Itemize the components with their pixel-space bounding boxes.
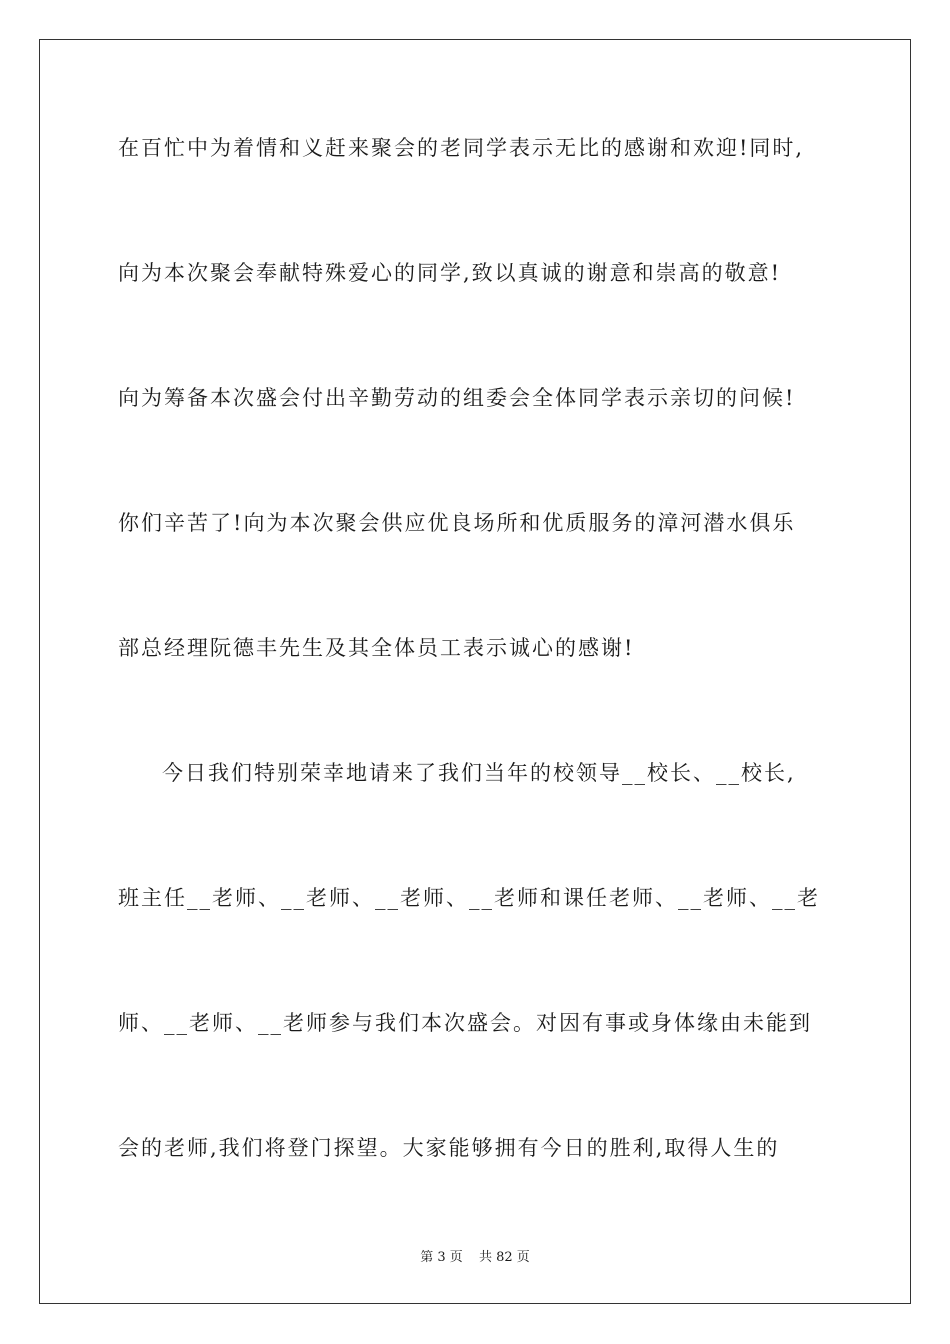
paragraph-line-8: 师、__老师、__老师参与我们本次盛会。对因有事或身体缘由未能到 bbox=[118, 1011, 812, 1035]
page-border bbox=[39, 39, 911, 1304]
paragraph-line-2: 向为本次聚会奉献特殊爱心的同学,致以真诚的谢意和崇高的敬意! bbox=[118, 261, 782, 285]
paragraph-line-3: 向为筹备本次盛会付出辛勤劳动的组委会全体同学表示亲切的问候! bbox=[118, 386, 796, 410]
paragraph-line-4: 你们辛苦了!向为本次聚会供应优良场所和优质服务的漳河潜水俱乐 bbox=[118, 511, 796, 535]
paragraph-line-1: 在百忙中为着情和义赶来聚会的老同学表示无比的感谢和欢迎!同时, bbox=[118, 136, 805, 160]
paragraph-line-5: 部总经理阮德丰先生及其全体员工表示诚心的感谢! bbox=[118, 636, 635, 660]
page-number: 第 3 页 bbox=[420, 1250, 463, 1265]
page-footer bbox=[0, 1246, 950, 1265]
page-total: 共 82 页 bbox=[478, 1250, 530, 1265]
paragraph-line-7: 班主任__老师、__老师、__老师、__老师和课任老师、__老师、__老 bbox=[118, 886, 820, 910]
paragraph-line-6: 今日我们特别荣幸地请来了我们当年的校领导__校长、__校长, bbox=[162, 761, 796, 785]
paragraph-line-9: 会的老师,我们将登门探望。大家能够拥有今日的胜利,取得人生的 bbox=[118, 1136, 780, 1160]
